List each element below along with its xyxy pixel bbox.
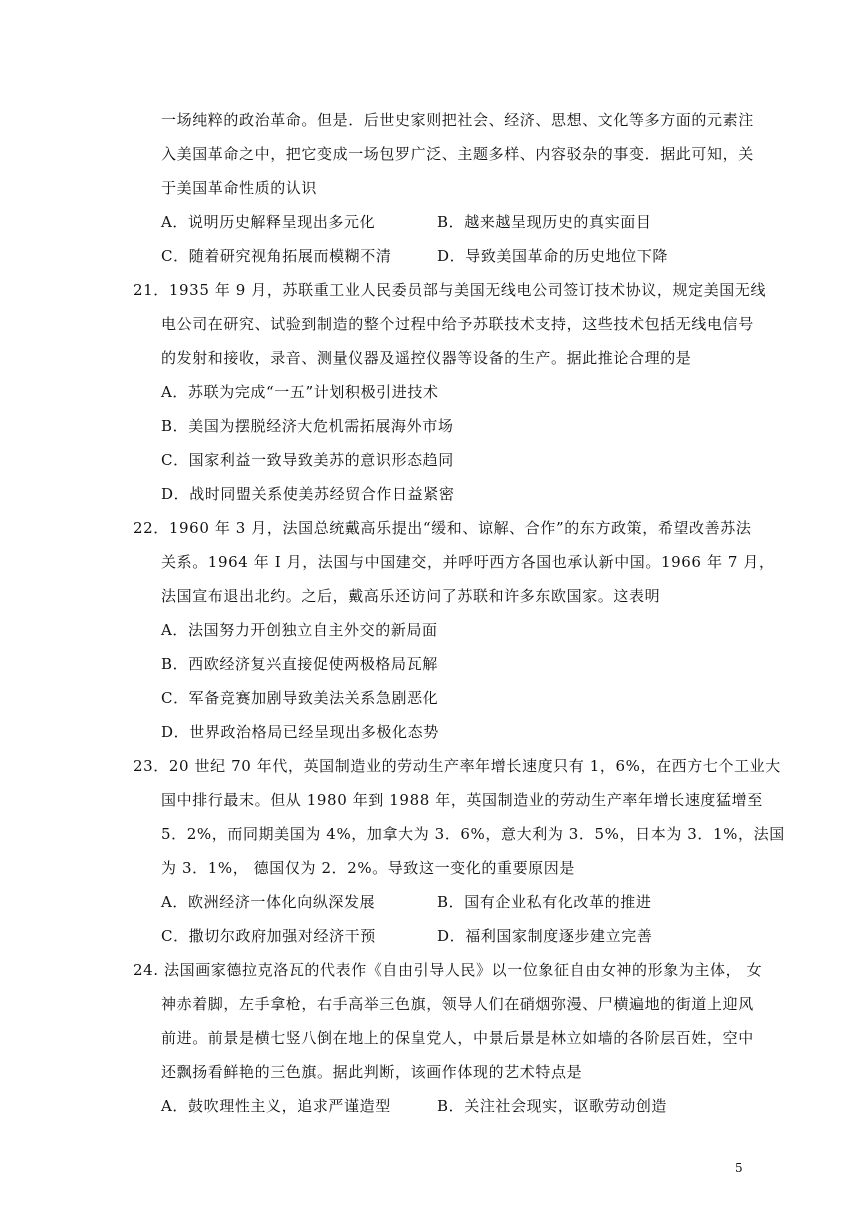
q21-option-a: A．苏联为完成“一五”计划积极引进技术 [161,383,439,401]
q22-line-3: 法国宣布退出北约。之后，戴高乐还访问了苏联和许多东欧国家。这表明 [161,587,661,605]
q20-line-2: 入美国革命之中，把它变成一场包罗广泛、主题多样、内容驳杂的事变．据此可知，关 [161,145,754,163]
q23-option-a: A．欧洲经济一体化向纵深发展 [161,893,376,911]
q22-option-b: B．西欧经济复兴直接促使两极格局瓦解 [161,655,438,673]
q20-option-a: A．说明历史解释呈现出多元化 [161,213,376,231]
q24-line-2: 神赤着脚，左手拿枪，右手高举三色旗，领导人们在硝烟弥漫、尸横遍地的街道上迎风 [161,995,754,1013]
q20-option-d: D．导致美国革命的历史地位下降 [437,247,669,265]
q20-option-b: B．越来越呈现历史的真实面目 [437,213,652,231]
q21-option-b: B．美国为摆脱经济大危机需拓展海外市场 [161,417,454,435]
q21-line-3: 的发射和接收，录音、测量仪器及遥控仪器等设备的生产。据此推论合理的是 [161,349,692,367]
q22-option-a: A．法国努力开创独立自主外交的新局面 [161,621,438,639]
q23-option-d: D．福利国家制度逐步建立完善 [437,927,653,945]
q22-option-c: C．军备竞赛加剧导致美法关系急剧恶化 [161,689,439,707]
q22-line-2: 关系。1964 年 I 月，法国与中国建交，并呼吁西方各国也承认新中国。1966 年 7 月， [161,553,775,571]
q22-line-1: 22．1960 年 3 月，法国总统戴高乐提出“缓和、谅解、合作”的东方政策，希望改善苏法 [133,519,752,537]
q21-option-d: D．战时同盟关系使美苏经贸合作日益紧密 [161,485,455,503]
q23-option-c: C．撒切尔政府加强对经济干预 [161,927,376,945]
q20-option-c: C．随着研究视角拓展而模糊不清 [161,247,392,265]
page-number: 5 [735,1161,743,1175]
q20-line-3: 于美国革命性质的认识 [161,179,318,197]
q24-line-1: 24. 法国画家德拉克洛瓦的代表作《自由引导人民》以一位象征自由女神的形象为主体， 女 [133,961,763,979]
q21-option-c: C．国家利益一致导致美苏的意识形态趋同 [161,451,454,469]
q23-line-1: 23．20 世纪 70 年代，英国制造业的劳动生产率年增长速度只有 1，6%，在西方七个工业大 [133,757,781,775]
q24-option-a: A．鼓吹理性主义，追求严谨造型 [161,1097,391,1115]
q23-line-4: 为 3．1%， 德国仅为 2．2%。导致这一变化的重要原因是 [161,859,575,877]
q23-line-3: 5．2%，而同期美国为 4%，加拿大为 3．6%，意大利为 3．5%，日本为 3．1%，法国 [161,825,785,843]
q24-option-b: B．关注社会现实，讴歌劳动创造 [437,1097,668,1115]
q24-line-3: 前进。前景是横七竖八倒在地上的保皇党人，中景后景是林立如墙的各阶层百姓，空中 [161,1029,754,1047]
q24-line-4: 还飘扬看鲜艳的三色旗。据此判断，该画作体现的艺术特点是 [161,1063,583,1081]
q23-line-2: 国中排行最末。但从 1980 年到 1988 年，英国制造业的劳动生产率年增长速度猛增至 [161,791,763,809]
q22-option-d: D．世界政治格局已经呈现出多极化态势 [161,723,439,741]
q23-option-b: B．国有企业私有化改革的推进 [437,893,652,911]
q21-line-2: 电公司在研究、试验到制造的整个过程中给予苏联技术支持，这些技术包括无线电信号 [161,315,754,333]
q21-line-1: 21．1935 年 9 月，苏联重工业人民委员部与美国无线电公司签订技术协议，规定美国无线 [133,281,767,299]
q20-line-1: 一场纯粹的政治革命。但是．后世史家则把社会、经济、思想、文化等多方面的元素注 [161,111,754,129]
